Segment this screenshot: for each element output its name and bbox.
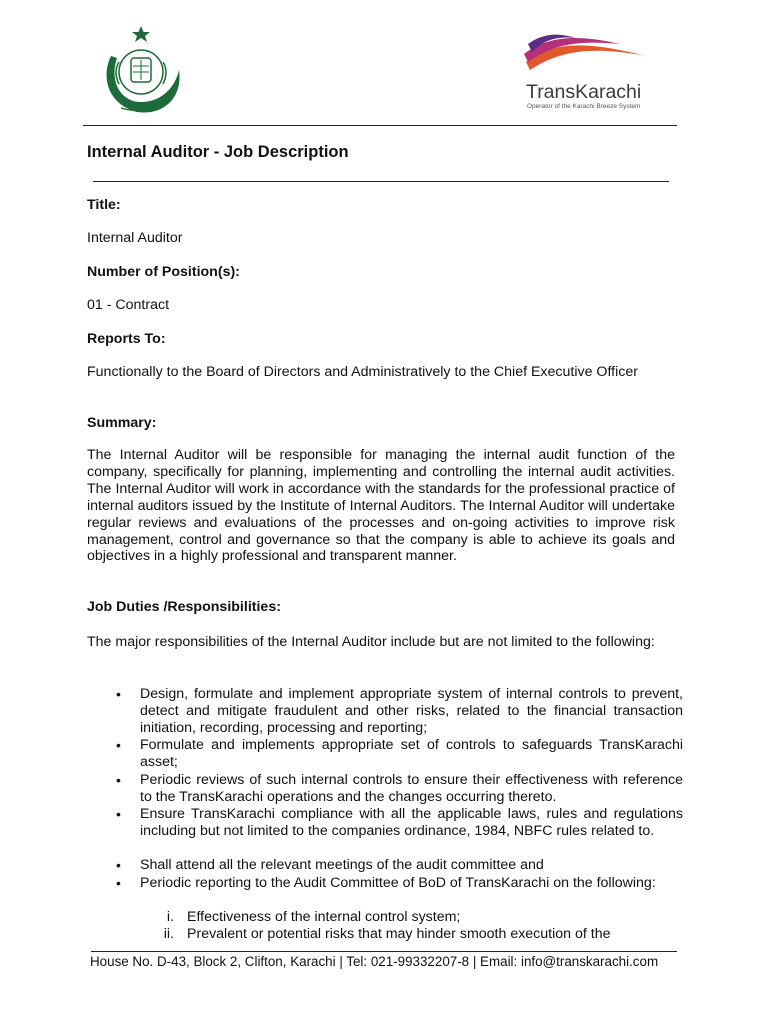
section-heading-duties: Job Duties /Responsibilities:: [87, 599, 281, 615]
logo-wordmark: TransKarachi: [526, 81, 642, 103]
duty-item: Design, formulate and implement appropriate system of internal controls to prevent, detect and mitigate fraudulent and other risks, related to the financial transaction initiation, recording, processing and reporting;: [140, 686, 683, 736]
sub-item-text: Prevalent or potential risks that may hinder smooth execution of the: [187, 926, 611, 942]
title-divider: [93, 181, 669, 182]
sub-item-number: ii.: [163, 926, 174, 942]
bullet-icon: •: [116, 806, 121, 822]
section-body-duties-intro: The major responsibilities of the Internal Auditor include but are not limited to the following:: [87, 634, 655, 650]
section-heading-positions: Number of Position(s):: [87, 264, 240, 280]
sub-item-text: Effectiveness of the internal control system;: [187, 909, 461, 925]
duty-item: Shall attend all the relevant meetings of the audit committee and: [140, 857, 544, 873]
bullet-icon: •: [116, 875, 121, 891]
bullet-icon: •: [116, 737, 121, 753]
transkarachi-swoosh-icon: [524, 34, 650, 78]
bullet-icon: •: [116, 686, 121, 702]
bullet-icon: •: [116, 772, 121, 788]
sub-item-number: i.: [166, 909, 174, 925]
section-heading-summary: Summary:: [87, 415, 157, 431]
section-body-positions: 01 - Contract: [87, 297, 170, 313]
page-title: Internal Auditor - Job Description: [87, 143, 349, 161]
sindh-government-emblem: [97, 26, 185, 118]
duty-item: Periodic reporting to the Audit Committee of BoD of TransKarachi on the following:: [140, 875, 656, 891]
section-body-summary: The Internal Auditor will be responsible for managing the internal audit function of the company, specifically for planning, implementing and controlling the internal audit activities. The Internal Auditor will work in accordance with the standards for the professional practice of internal auditors issued by the Institute of Internal Auditors. The Internal Auditor will undertake regular reviews and evaluations of the processes and on-going activities to improve risk management, control and governance so that the company is able to achieve its goals and objectives in a highly professional and transparent manner.: [87, 447, 675, 565]
duty-item: Ensure TransKarachi compliance with all the applicable laws, rules and regulations including but not limited to the companies ordinance, 1984, NBFC rules related to.: [140, 806, 683, 839]
section-heading-title: Title:: [87, 197, 121, 213]
section-body-reports-to: Functionally to the Board of Directors and Administratively to the Chief Executive Officer: [87, 364, 638, 380]
duty-item: Formulate and implements appropriate set of controls to safeguards TransKarachi asset;: [140, 737, 683, 770]
footer-divider: [91, 951, 677, 952]
section-body-title: Internal Auditor: [87, 230, 183, 246]
footer-contact: House No. D-43, Block 2, Clifton, Karachi | Tel: 021-99332207-8 | Email: info@transkarachi.com: [90, 954, 659, 969]
duty-item: Periodic reviews of such internal controls to ensure their effectiveness with reference to the TransKarachi operations and the changes occurring thereto.: [140, 772, 683, 805]
section-heading-reports-to: Reports To:: [87, 331, 166, 347]
header-divider: [83, 125, 677, 126]
logo-tagline: Operator of the Karachi Breeze System: [527, 103, 641, 110]
bullet-icon: •: [116, 857, 121, 873]
